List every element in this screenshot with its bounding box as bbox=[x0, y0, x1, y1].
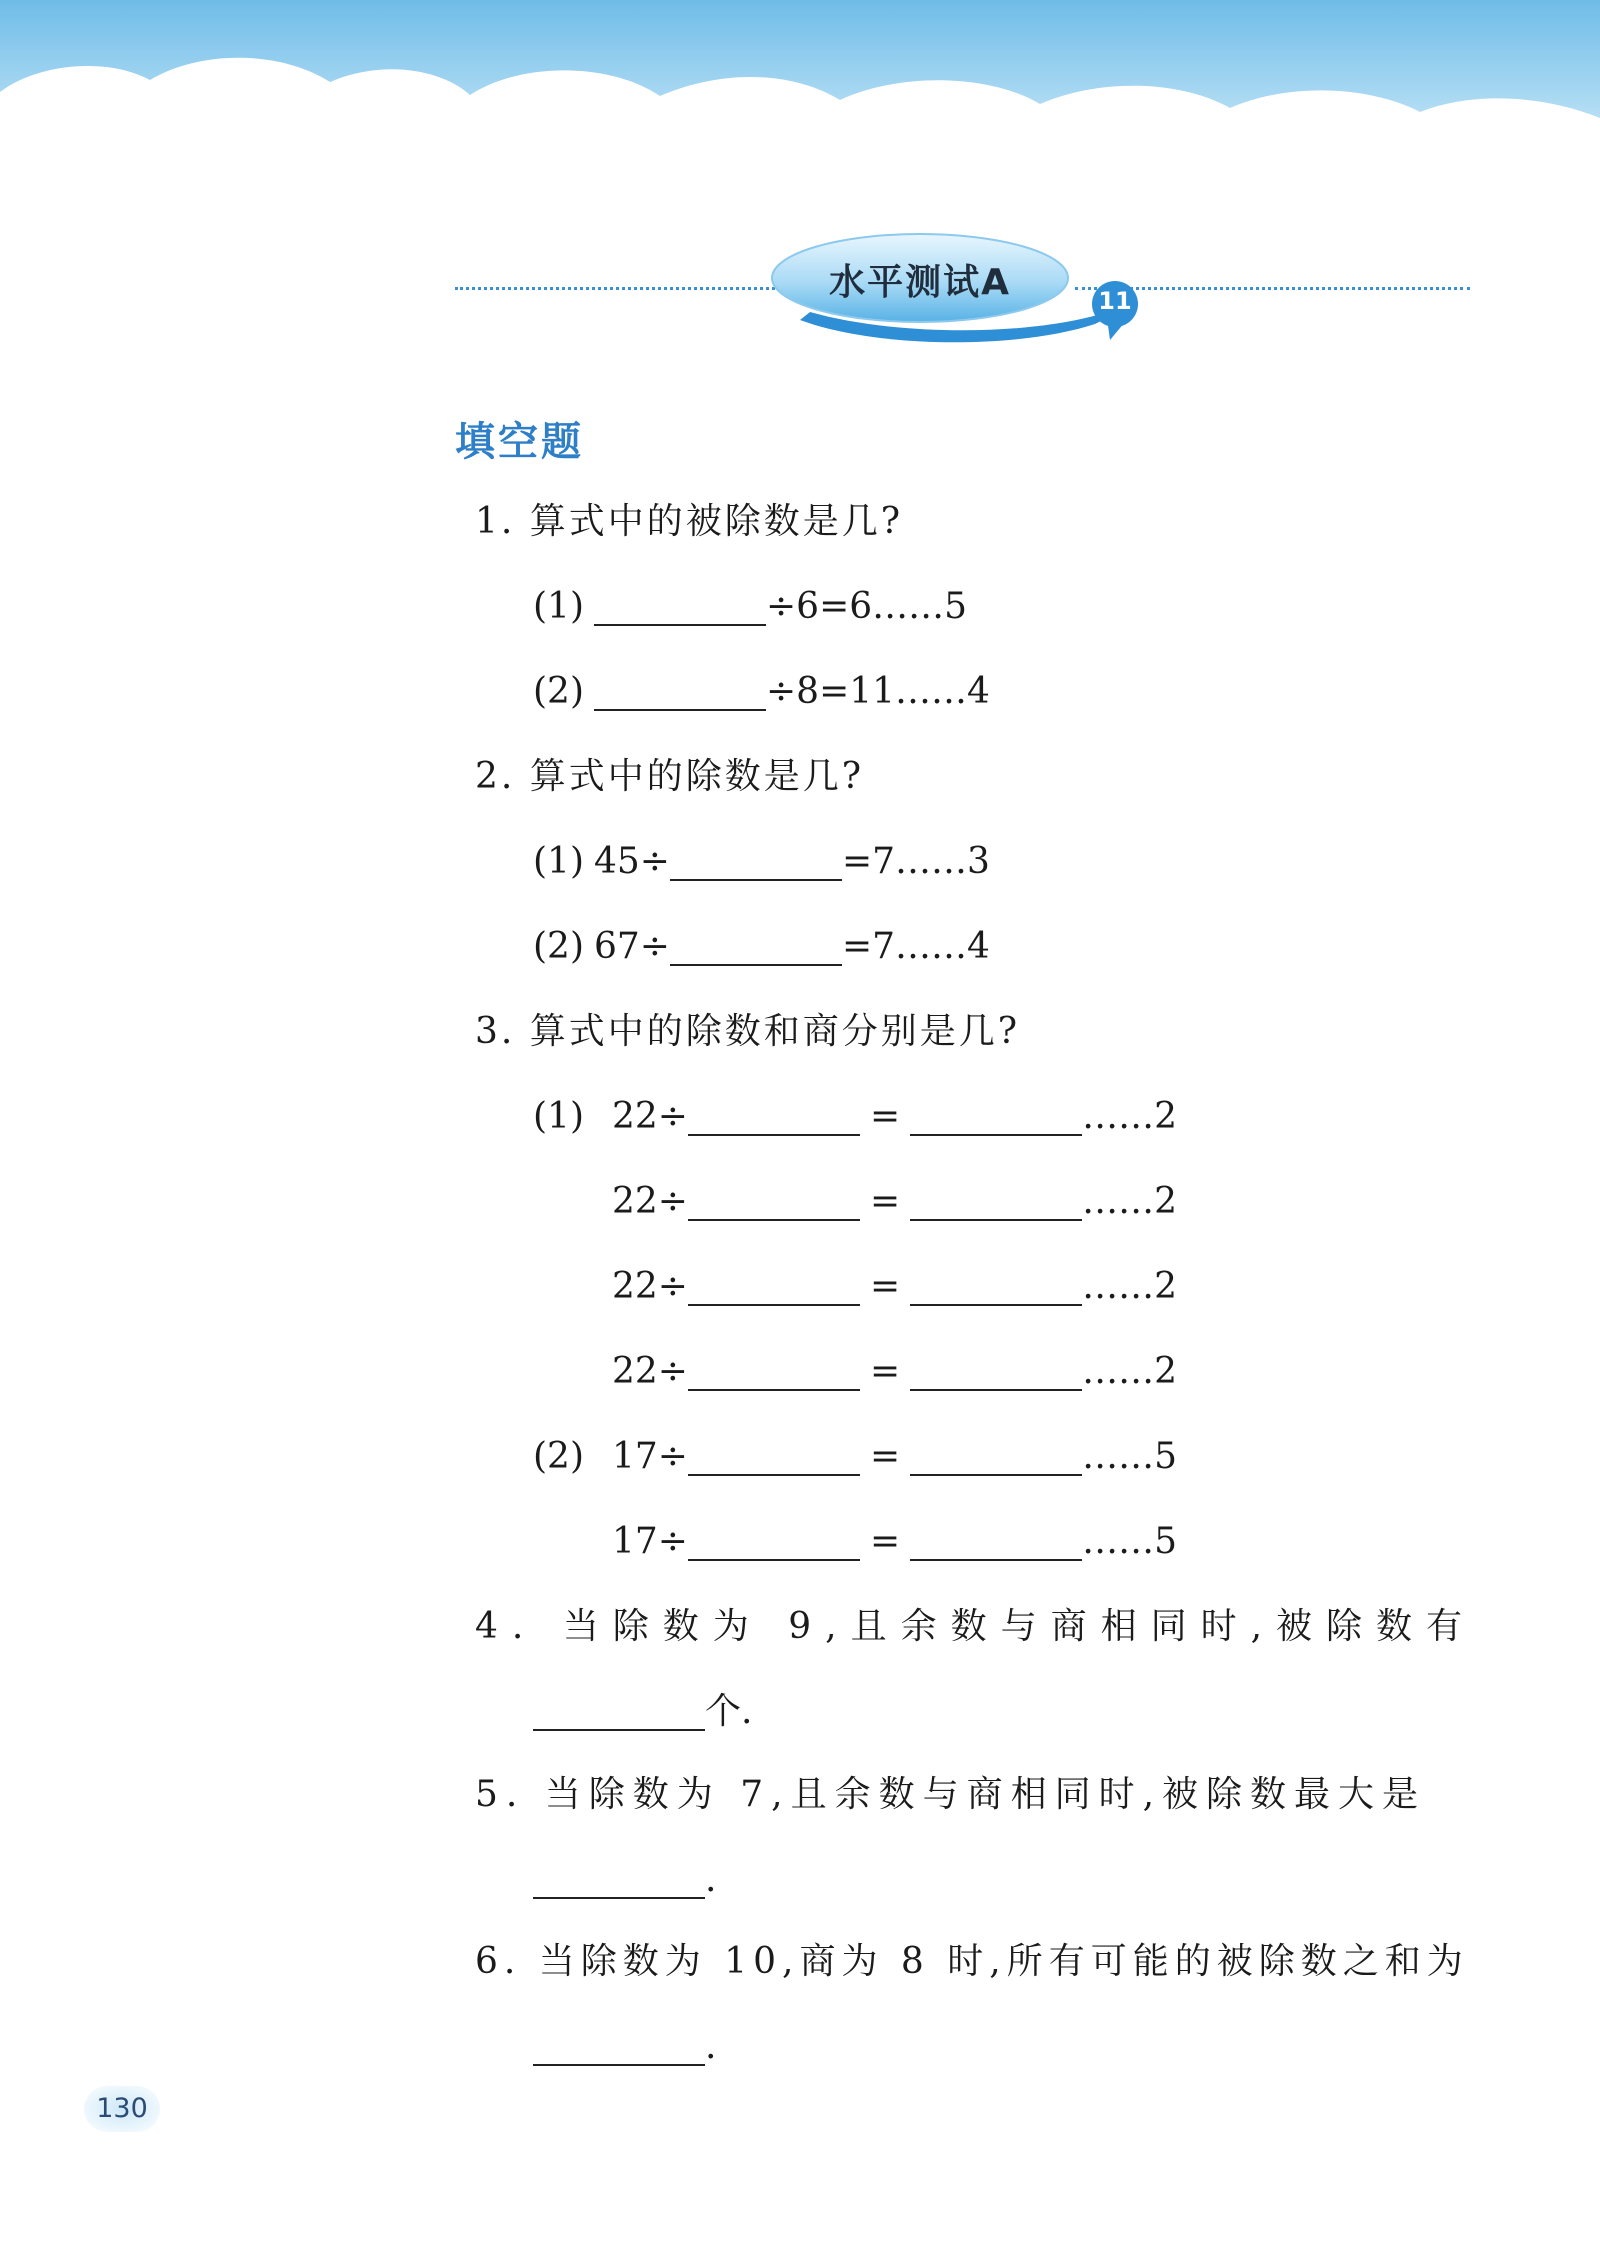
quotient-blank[interactable] bbox=[910, 1268, 1082, 1306]
divisor-blank[interactable] bbox=[688, 1353, 860, 1391]
item-label: (2) bbox=[533, 926, 584, 967]
question-3-row bbox=[612, 1345, 1177, 1399]
quotient-blank[interactable] bbox=[910, 1438, 1082, 1476]
divisor-blank[interactable] bbox=[688, 1183, 860, 1221]
row-head: 17÷ bbox=[612, 1521, 688, 1562]
question-5-stem: 5. 当除数为 7,且余数与商相同时,被除数最大是 bbox=[475, 1774, 1427, 1815]
row-head: 22÷ bbox=[612, 1096, 688, 1137]
row-head: 17÷ bbox=[612, 1436, 688, 1477]
equals-sign: = bbox=[869, 1096, 901, 1137]
item-tail: ÷8=11……4 bbox=[766, 671, 990, 712]
answer-blank[interactable] bbox=[533, 2028, 705, 2066]
answer-blank[interactable] bbox=[594, 588, 766, 626]
divisor-blank[interactable] bbox=[688, 1098, 860, 1136]
answer-blank[interactable] bbox=[594, 673, 766, 711]
question-1-item-1 bbox=[533, 580, 967, 634]
answer-tail: 个. bbox=[705, 1691, 753, 1732]
answer-blank[interactable] bbox=[670, 928, 842, 966]
question-2-stem: 2. 算式中的除数是几? bbox=[475, 756, 865, 797]
item-head: 67÷ bbox=[594, 926, 670, 967]
question-3-row bbox=[612, 1260, 1177, 1314]
question-3-row bbox=[612, 1175, 1177, 1229]
answer-blank[interactable] bbox=[670, 843, 842, 881]
section-header bbox=[455, 228, 1470, 358]
divisor-blank[interactable] bbox=[688, 1523, 860, 1561]
question-3-row bbox=[612, 1090, 1177, 1144]
question-3-row bbox=[612, 1430, 1177, 1484]
question-4-answer bbox=[533, 1685, 752, 1739]
equals-sign: = bbox=[869, 1181, 901, 1222]
row-head: 22÷ bbox=[612, 1181, 688, 1222]
row-tail: ……2 bbox=[1082, 1181, 1178, 1222]
question-1-stem: 1. 算式中的被除数是几? bbox=[475, 501, 904, 542]
item-head: 45÷ bbox=[594, 841, 670, 882]
row-tail: ……2 bbox=[1082, 1096, 1178, 1137]
item-label: (2) bbox=[533, 671, 584, 712]
equals-sign: = bbox=[869, 1351, 901, 1392]
question-2-item-1 bbox=[533, 835, 990, 889]
item-label: (1) bbox=[533, 586, 584, 627]
divisor-blank[interactable] bbox=[688, 1438, 860, 1476]
answer-blank[interactable] bbox=[533, 1693, 705, 1731]
divisor-blank[interactable] bbox=[688, 1268, 860, 1306]
quotient-blank[interactable] bbox=[910, 1353, 1082, 1391]
row-head: 22÷ bbox=[612, 1351, 688, 1392]
item-tail: =7……3 bbox=[841, 841, 990, 882]
question-4-stem: 4. 当除数为 9,且余数与商相同时,被除数有 bbox=[475, 1606, 1477, 1647]
answer-tail: . bbox=[705, 2026, 717, 2067]
page-title: 水平测试A bbox=[829, 262, 1011, 303]
question-3-part-2-label: (2) bbox=[533, 1436, 584, 1477]
section-title: 填空题 bbox=[455, 419, 584, 465]
question-1-item-2 bbox=[533, 665, 990, 719]
question-3-row bbox=[612, 1515, 1177, 1569]
unit-number-badge: 11 bbox=[1098, 287, 1132, 315]
question-5-answer bbox=[533, 1853, 716, 1907]
equals-sign: = bbox=[869, 1521, 901, 1562]
question-3-part-1-label: (1) bbox=[533, 1096, 584, 1137]
cloud-banner bbox=[0, 0, 1600, 150]
question-2-item-2 bbox=[533, 920, 990, 974]
row-tail: ……2 bbox=[1082, 1351, 1178, 1392]
row-tail: ……5 bbox=[1082, 1436, 1178, 1477]
quotient-blank[interactable] bbox=[910, 1523, 1082, 1561]
item-tail: ÷6=6……5 bbox=[766, 586, 968, 627]
question-6-stem: 6. 当除数为 10,商为 8 时,所有可能的被除数之和为 bbox=[475, 1941, 1469, 1982]
item-tail: =7……4 bbox=[841, 926, 990, 967]
page-number: 130 bbox=[84, 2086, 160, 2132]
answer-tail: . bbox=[705, 1859, 717, 1900]
quotient-blank[interactable] bbox=[910, 1098, 1082, 1136]
equals-sign: = bbox=[869, 1436, 901, 1477]
question-3-stem: 3. 算式中的除数和商分别是几? bbox=[475, 1011, 1021, 1052]
row-tail: ……5 bbox=[1082, 1521, 1178, 1562]
item-label: (1) bbox=[533, 841, 584, 882]
answer-blank[interactable] bbox=[533, 1861, 705, 1899]
row-head: 22÷ bbox=[612, 1266, 688, 1307]
row-tail: ……2 bbox=[1082, 1266, 1178, 1307]
equals-sign: = bbox=[869, 1266, 901, 1307]
quotient-blank[interactable] bbox=[910, 1183, 1082, 1221]
question-6-answer bbox=[533, 2020, 716, 2074]
